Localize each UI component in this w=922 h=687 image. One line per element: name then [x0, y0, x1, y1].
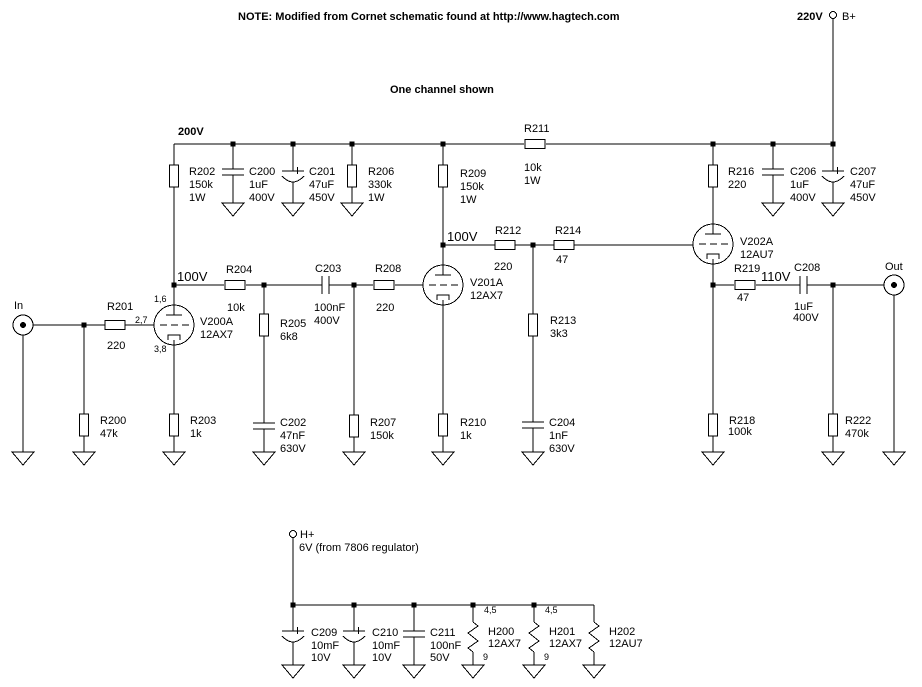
label-b+: B+: [842, 11, 856, 23]
label-47nf: 47nF: [280, 430, 306, 442]
junction-dot: [352, 603, 357, 608]
h-plus-terminal: [290, 531, 297, 538]
label-12ax7: 12AX7: [488, 638, 522, 650]
junction-dot: [711, 283, 716, 288]
label-1k: 1k: [190, 428, 202, 440]
label-r214: R214: [555, 225, 582, 237]
label-12ax7: 12AX7: [470, 290, 504, 302]
label-10k: 10k: [227, 302, 245, 314]
resistor-R203: [170, 414, 179, 436]
junction-dot: [291, 142, 296, 147]
label-450v: 450V: [309, 192, 335, 204]
label-9: 9: [483, 652, 489, 662]
ground-icon: [522, 452, 544, 465]
label-450v: 450V: [850, 192, 876, 204]
label-220: 220: [728, 179, 747, 191]
resistor-R201: [105, 321, 125, 330]
label-c211: C211: [430, 627, 456, 639]
subtitle-text: One channel shown: [390, 84, 494, 96]
label-r219: R219: [734, 263, 761, 275]
label-h201: H201: [549, 626, 576, 638]
ground-icon: [163, 452, 185, 465]
tube-V202A: [707, 254, 719, 259]
junction-dot: [531, 243, 536, 248]
ground-icon: [73, 452, 95, 465]
label-630v: 630V: [280, 443, 306, 455]
label-1w: 1W: [189, 192, 206, 204]
resistor-R202: [170, 165, 179, 187]
label-out: Out: [885, 261, 903, 273]
note-text: NOTE: Modified from Cornet schematic found at http://www.hagtech.com: [238, 11, 620, 23]
label-r212: R212: [495, 225, 522, 237]
tube-V201A: [437, 295, 449, 300]
label-r216: R216: [728, 166, 755, 178]
label-c201: C201: [309, 166, 336, 178]
label-r213: R213: [550, 315, 577, 327]
label-r222: R222: [845, 415, 872, 427]
label-10mf: 10mF: [372, 640, 401, 652]
label-47: 47: [737, 292, 750, 304]
capacitor-C201: [282, 176, 304, 182]
ground-icon: [883, 452, 905, 465]
label-c206: C206: [790, 166, 817, 178]
label-47: 47: [556, 254, 569, 266]
resistor-R209: [439, 165, 448, 187]
junction-dot: [441, 142, 446, 147]
label-v202a: V202A: [740, 236, 774, 248]
label-3-8: 3,8: [154, 344, 167, 354]
capacitor-C207: [822, 176, 844, 182]
label-1w: 1W: [524, 175, 541, 187]
junction-dot: [412, 603, 417, 608]
label-r209: R209: [460, 168, 487, 180]
junction-dot: [711, 142, 716, 147]
label-220: 220: [107, 340, 126, 352]
label-r204: R204: [226, 264, 253, 276]
tube-V200A: [168, 335, 180, 340]
ground-icon: [432, 452, 454, 465]
resistor-R218: [709, 414, 718, 436]
label-1uf: 1uF: [249, 179, 268, 191]
label-r210: R210: [460, 417, 487, 429]
label-1k: 1k: [460, 430, 472, 442]
heater-resistor-H200: [468, 622, 478, 652]
label-h+: H+: [300, 529, 315, 541]
label-220v: 220V: [797, 11, 823, 23]
label-c204: C204: [549, 417, 576, 429]
label-150k: 150k: [370, 430, 394, 442]
capacitor-C210: [343, 636, 365, 642]
label-100k: 100k: [728, 426, 752, 438]
label-100nf: 100nF: [430, 640, 462, 652]
label-12ax7: 12AX7: [200, 329, 234, 341]
junction-dot: [291, 603, 296, 608]
resistor-R207: [350, 415, 359, 437]
label-r211: R211: [524, 123, 550, 135]
label-c208: C208: [794, 262, 821, 274]
label-47uf: 47uF: [309, 179, 335, 191]
label-150k: 150k: [460, 181, 484, 193]
label-100nf: 100nF: [314, 302, 346, 314]
label-220: 220: [494, 261, 513, 273]
ground-icon: [403, 665, 425, 678]
ground-icon: [822, 452, 844, 465]
resistor-R214: [554, 241, 574, 250]
label-110v: 110V: [761, 269, 791, 284]
output-jack: [891, 282, 897, 288]
label-470k: 470k: [845, 428, 869, 440]
label-c209: C209: [311, 627, 338, 639]
junction-dot: [231, 142, 236, 147]
label-r206: R206: [368, 166, 395, 178]
junction-dot: [441, 243, 446, 248]
junction-dot: [771, 142, 776, 147]
ground-icon: [282, 665, 304, 678]
label-10v: 10V: [311, 652, 331, 664]
junction-dot: [172, 283, 177, 288]
label-12au7: 12AU7: [740, 249, 774, 261]
label-47uf: 47uF: [850, 179, 876, 191]
label-c200: C200: [249, 166, 276, 178]
label-10v: 10V: [372, 652, 392, 664]
label-r203: R203: [190, 415, 217, 427]
ground-icon: [822, 203, 844, 216]
label-400v: 400V: [790, 192, 816, 204]
label-3k3: 3k3: [550, 328, 568, 340]
label-1uf: 1uF: [794, 301, 813, 313]
resistor-R222: [829, 414, 838, 436]
label-r205: R205: [280, 318, 307, 330]
ground-icon: [343, 452, 365, 465]
label-6v-from-7806-regulator-: 6V (from 7806 regulator): [299, 542, 419, 554]
ground-icon: [523, 665, 545, 678]
label-400v: 400V: [793, 312, 819, 324]
resistor-R206: [348, 165, 357, 187]
label-1nf: 1nF: [549, 430, 568, 442]
label-c202: C202: [280, 417, 307, 429]
label-6k8: 6k8: [280, 331, 298, 343]
label-1w: 1W: [368, 192, 385, 204]
heater-resistor-H201: [529, 622, 539, 652]
label-v201a: V201A: [470, 277, 504, 289]
resistor-R211: [525, 140, 545, 149]
label-400v: 400V: [249, 192, 275, 204]
label-c203: C203: [315, 263, 342, 275]
label-h202: H202: [609, 626, 636, 638]
label-9: 9: [544, 652, 550, 662]
label-r208: R208: [375, 263, 402, 275]
ground-icon: [583, 665, 605, 678]
label-1uf: 1uF: [790, 179, 809, 191]
capacitor-C209: [282, 636, 304, 642]
junction-dot: [471, 603, 476, 608]
resistor-R213: [529, 314, 538, 336]
label-400v: 400V: [314, 315, 340, 327]
label-200v: 200V: [178, 126, 204, 138]
label-1-6: 1,6: [154, 294, 167, 304]
label-50v: 50V: [430, 652, 450, 664]
junction-dot: [831, 142, 836, 147]
ground-icon: [762, 203, 784, 216]
junction-dot: [831, 283, 836, 288]
label-10k: 10k: [524, 162, 542, 174]
resistor-R200: [80, 414, 89, 436]
junction-dot: [532, 603, 537, 608]
label-10mf: 10mF: [311, 640, 340, 652]
resistor-R210: [439, 414, 448, 436]
resistor-R216: [709, 165, 718, 187]
label-v200a: V200A: [200, 316, 234, 328]
label-c207: C207: [850, 166, 877, 178]
junction-dot: [350, 142, 355, 147]
label-12ax7: 12AX7: [549, 638, 583, 650]
resistor-R212: [495, 241, 515, 250]
ground-icon: [341, 203, 363, 216]
heater-resistor-H202: [589, 622, 599, 652]
ground-icon: [222, 203, 244, 216]
label-r218: R218: [729, 415, 756, 427]
label-100v: 100V: [447, 229, 478, 244]
junction-dot: [262, 283, 267, 288]
label-r202: R202: [189, 166, 216, 178]
ground-icon: [462, 665, 484, 678]
label-4-5: 4,5: [484, 605, 497, 615]
label-12au7: 12AU7: [609, 638, 643, 650]
label-4-5: 4,5: [545, 605, 558, 615]
label-c210: C210: [372, 627, 399, 639]
b-plus-terminal: [830, 12, 837, 19]
label-630v: 630V: [549, 443, 575, 455]
resistor-R219: [735, 281, 755, 290]
ground-icon: [702, 452, 724, 465]
input-jack: [20, 322, 26, 328]
junction-dot: [352, 283, 357, 288]
label-330k: 330k: [368, 179, 392, 191]
label-r207: R207: [370, 417, 397, 429]
ground-icon: [12, 452, 34, 465]
resistor-R204: [225, 281, 245, 290]
label-47k: 47k: [100, 428, 118, 440]
label-r200: R200: [100, 415, 127, 427]
ground-icon: [253, 452, 275, 465]
label-100v: 100V: [177, 269, 208, 284]
label-1w: 1W: [460, 194, 477, 206]
label-h200: H200: [488, 626, 515, 638]
label-150k: 150k: [189, 179, 213, 191]
junction-dot: [82, 323, 87, 328]
label-in: In: [14, 300, 24, 312]
label-r201: R201: [107, 301, 134, 313]
ground-icon: [343, 665, 365, 678]
ground-icon: [282, 203, 304, 216]
resistor-R208: [374, 281, 394, 290]
label-220: 220: [376, 302, 395, 314]
label-2-7: 2,7: [135, 315, 148, 325]
resistor-R205: [260, 314, 269, 336]
